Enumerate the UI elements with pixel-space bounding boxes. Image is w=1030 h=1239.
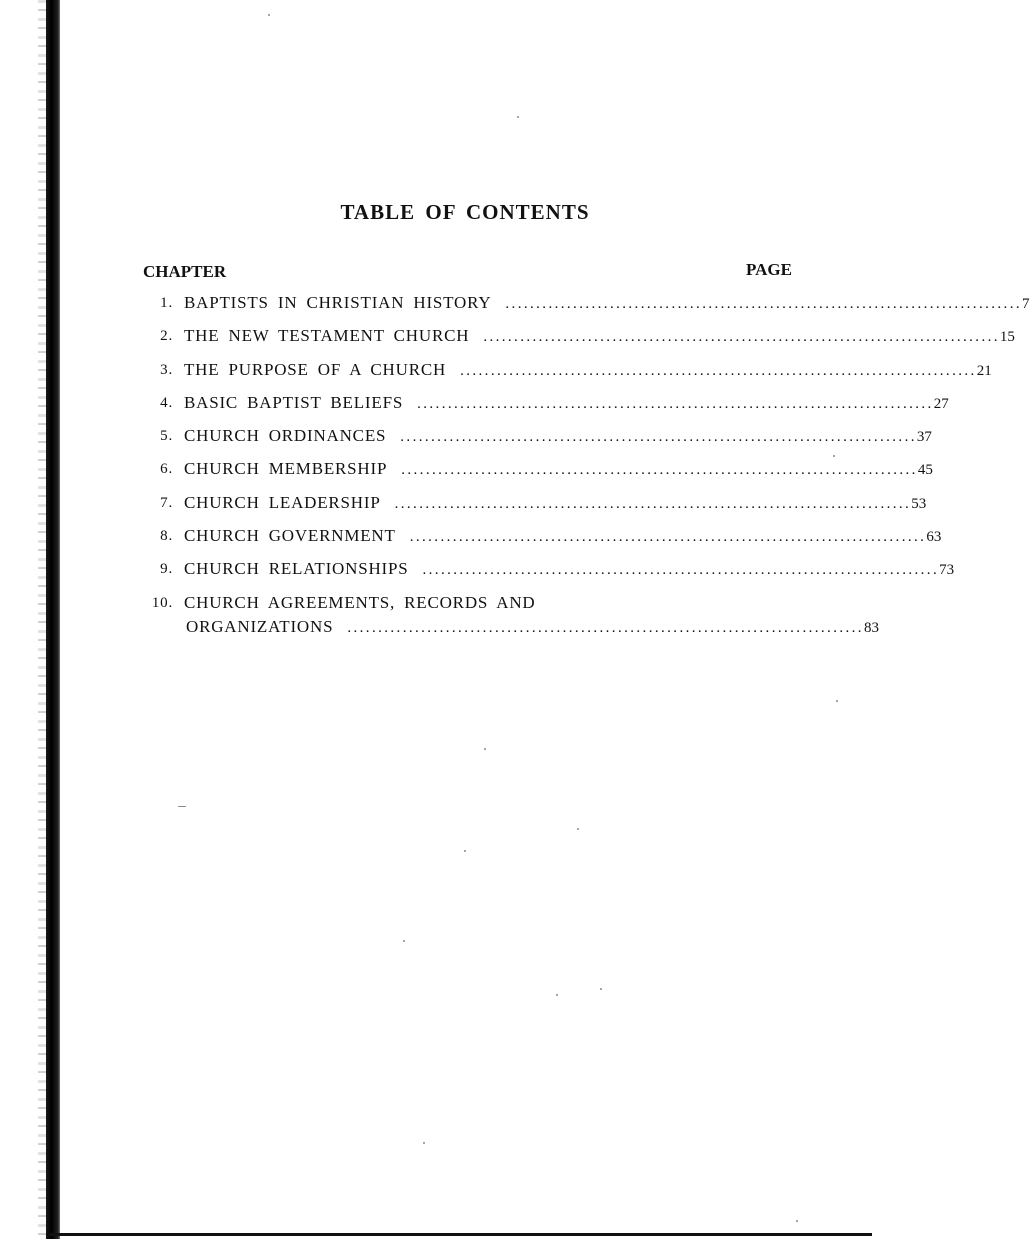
toc-entry-page: 21 (976, 362, 992, 379)
toc-entry-1 (143, 293, 1030, 326)
scan-speck (464, 850, 466, 852)
scan-speck (268, 14, 270, 16)
toc-entry-number: 8. (160, 528, 173, 545)
toc-entry-3 (143, 359, 992, 393)
dot-leader: .................................................................................... (394, 495, 912, 512)
scan-speck (484, 748, 486, 750)
toc-entry-6 (143, 459, 933, 492)
scan-speck (577, 828, 579, 830)
dot-leader: .................................................................................... (347, 619, 864, 636)
toc-entry-4 (143, 392, 949, 426)
toc-entry-title: THE NEW TESTAMENT CHURCH (184, 326, 470, 346)
toc-entry-page: 53 (911, 495, 927, 512)
toc-entry-number: 2. (160, 328, 173, 345)
toc-entry-number: 6. (160, 461, 173, 478)
toc-entry-title: CHURCH AGREEMENTS, RECORDS AND (184, 592, 536, 612)
toc-entry-page: 83 (863, 619, 879, 636)
toc-entry-title: BASIC BAPTIST BELIEFS (184, 392, 404, 412)
toc-entry-number: 5. (160, 428, 173, 445)
page-title: TABLE OF CONTENTS (340, 200, 590, 224)
dot-leader: .................................................................................... (400, 429, 917, 446)
toc-entry-page: 73 (939, 562, 955, 579)
dot-leader: .................................................................................... (483, 329, 1000, 346)
dot-leader: .................................................................................... (422, 562, 940, 579)
scan-speck (600, 988, 602, 990)
dot-leader: .................................................................................... (505, 296, 1022, 312)
toc-entry-number: 4. (160, 394, 173, 411)
toc-entry-2 (143, 326, 1015, 359)
toc-entry-number: 7. (160, 494, 173, 511)
toc-entry-page: 7 (1022, 296, 1030, 312)
toc-entry-10 (143, 592, 879, 649)
toc-entry-page: 27 (933, 395, 949, 412)
toc-entry-page: 15 (999, 329, 1015, 346)
toc-entry-title: CHURCH RELATIONSHIPS (184, 559, 409, 579)
toc-entry-9 (143, 559, 955, 592)
toc-entry-title: BAPTISTS IN CHRISTIAN HISTORY (184, 293, 492, 312)
toc-entry-title: THE PURPOSE OF A CHURCH (184, 359, 447, 379)
toc-list (143, 293, 1030, 649)
toc-entry-page: 63 (926, 529, 942, 546)
scan-speck (403, 940, 405, 942)
toc-entry-number: 9. (160, 561, 173, 578)
scan-speck (556, 994, 558, 996)
toc-entry-number: 3. (160, 361, 173, 378)
dot-leader: .................................................................................... (401, 462, 918, 479)
scan-speck (833, 455, 835, 457)
toc-entry-title: CHURCH GOVERNMENT (184, 526, 396, 546)
scan-speck (423, 1142, 425, 1144)
page-column-header: PAGE (746, 260, 792, 279)
toc-entry-number: 10. (151, 594, 173, 611)
toc-entry-title: CHURCH ORDINANCES (184, 426, 387, 446)
toc-entry-page: 45 (917, 462, 933, 479)
scan-speck (796, 1220, 798, 1222)
toc-entry-5 (143, 426, 932, 459)
dot-leader: .................................................................................... (460, 362, 977, 379)
toc-entry-title-continued: ORGANIZATIONS (186, 616, 334, 636)
scan-speck (836, 700, 838, 702)
toc-entry-page: 37 (916, 429, 932, 446)
scan-speck (178, 806, 186, 807)
dot-leader: .................................................................................... (409, 529, 927, 546)
dot-leader: .................................................................................... (417, 395, 934, 412)
chapter-column-header: CHAPTER (143, 262, 227, 281)
scan-speck (517, 116, 519, 118)
toc-entry-title: CHURCH LEADERSHIP (184, 492, 381, 512)
toc-entry-7 (143, 492, 927, 526)
toc-entry-title: CHURCH MEMBERSHIP (184, 459, 388, 479)
book-spine-shadow (46, 0, 60, 1239)
toc-entry-number: 1. (160, 295, 173, 311)
toc-entry-8 (143, 526, 942, 559)
page-bottom-edge (46, 1233, 872, 1236)
